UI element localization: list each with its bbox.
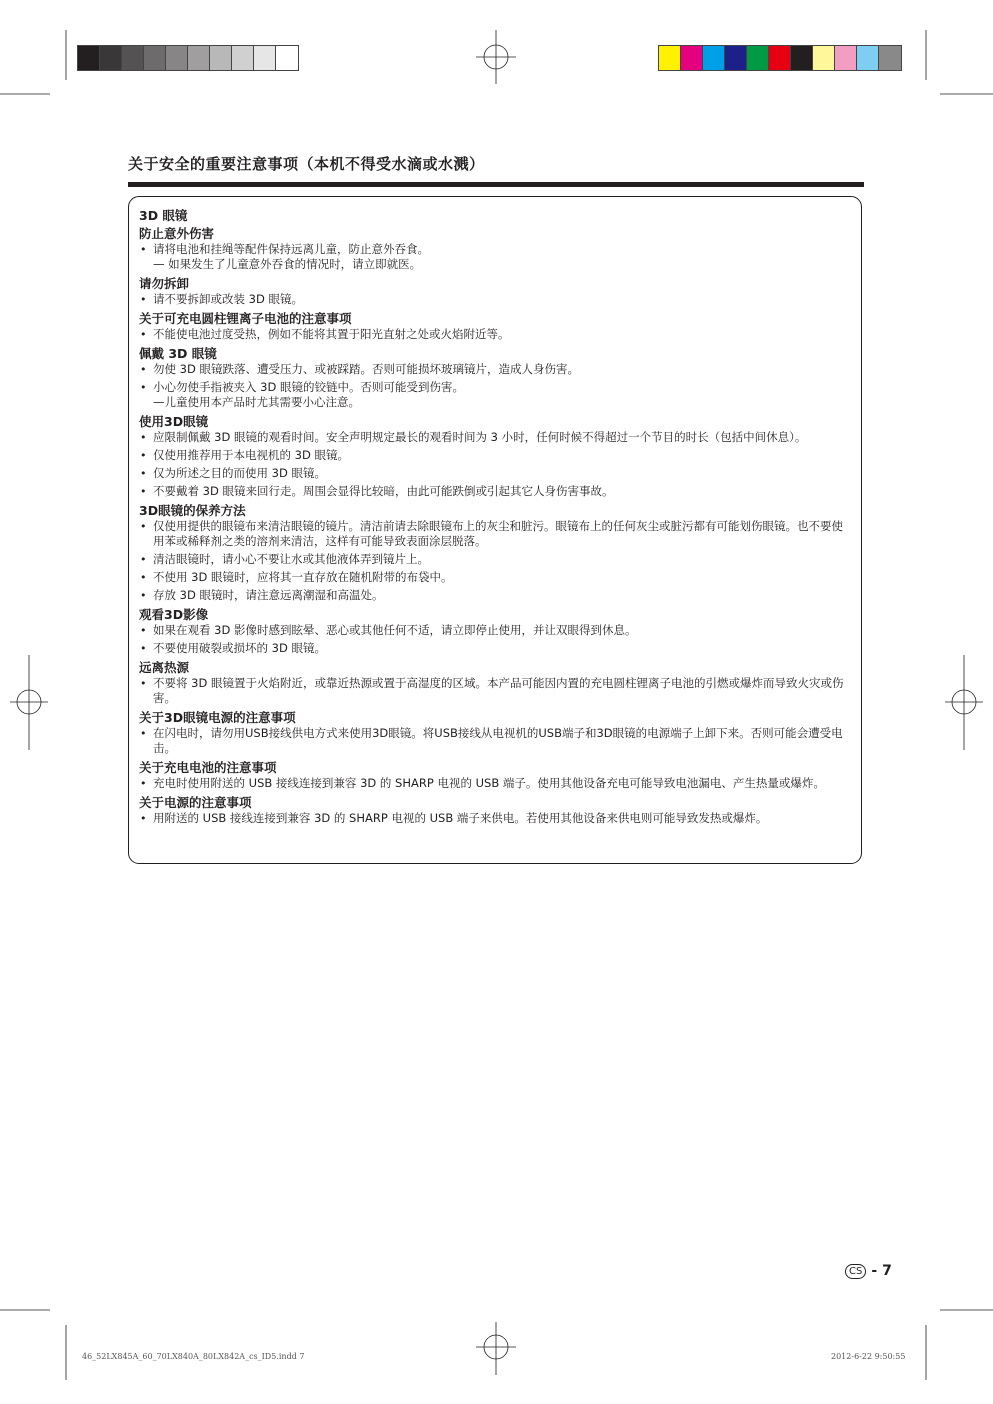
section-title: 使用3D眼镜 [139, 414, 209, 429]
footer-filename: 46_52LX845A_60_70LX840A_80LX842A_cs_ID5.indd 7 [82, 1352, 305, 1361]
color-swatch [100, 46, 122, 70]
bullet-icon: • [140, 624, 147, 637]
section-title: 关于电源的注意事项 [139, 795, 252, 810]
bullet-icon: • [140, 520, 147, 533]
bullet-icon: • [140, 727, 147, 740]
section-title: 远离热源 [139, 660, 190, 675]
bullet-item [139, 552, 851, 567]
bullet-icon: • [140, 571, 147, 584]
section-title: 防止意外伤害 [139, 226, 215, 241]
bullet-text: 不能使电池过度受热，例如不能将其置于阳光直射之处或火焰附近等。 [153, 327, 510, 341]
color-swatch [703, 46, 725, 70]
page-separator: - [871, 1263, 878, 1279]
section-title: 关于充电电池的注意事项 [139, 760, 277, 775]
bullet-text: 仅为所述之目的而使用 3D 眼镜。 [153, 466, 326, 480]
color-swatch [791, 46, 813, 70]
bullet-icon: • [140, 381, 147, 394]
color-swatch [659, 46, 681, 70]
bullet-item [139, 588, 851, 603]
bullet-item [139, 811, 851, 826]
color-swatch [879, 46, 901, 70]
bullet-item [139, 676, 851, 706]
color-swatch [276, 46, 298, 70]
bullet-text: 不要将 3D 眼镜置于火焰附近，或靠近热源或置于高湿度的区域。本产品可能因内置的充电圆柱锂离子电池的引燃或爆炸而导致火灾或伤害。 [153, 676, 844, 705]
bullet-icon: • [140, 467, 147, 480]
bullet-icon: • [140, 431, 147, 444]
color-swatch [769, 46, 791, 70]
bullet-text: 充电时使用附送的 USB 接线连接到兼容 3D 的 SHARP 电视的 USB 端子。使用其他设备充电可能导致电池漏电、产生热量或爆炸。 [153, 776, 825, 790]
color-swatch [166, 46, 188, 70]
bullet-icon: • [140, 812, 147, 825]
color-swatch [835, 46, 857, 70]
bullet-item [139, 484, 851, 499]
bullet-item [139, 380, 851, 395]
color-swatch [232, 46, 254, 70]
process-color-bar [658, 45, 902, 71]
bullet-icon: • [140, 485, 147, 498]
color-swatch [747, 46, 769, 70]
color-swatch [210, 46, 232, 70]
bullet-item [139, 430, 851, 445]
bullet-icon: • [140, 328, 147, 341]
bullet-text: 仅使用推荐用于本电视机的 3D 眼镜。 [153, 448, 349, 462]
color-swatch [254, 46, 276, 70]
color-swatch [857, 46, 879, 70]
color-swatch [725, 46, 747, 70]
bullet-text: 请将电池和挂绳等配件保持远离儿童，防止意外吞食。 [153, 242, 429, 256]
bullet-item [139, 570, 851, 585]
section-title: 3D眼镜的保养方法 [139, 503, 246, 518]
bullet-text: 不要使用破裂或损坏的 3D 眼镜。 [153, 641, 326, 655]
section-title: 关于3D眼镜电源的注意事项 [139, 710, 296, 725]
bullet-text: 仅使用提供的眼镜布来清洁眼镜的镜片。清洁前请去除眼镜布上的灰尘和脏污。眼镜布上的任何灰尘或脏污都有可能划伤眼镜。也不要使用苯或稀释剂之类的溶剂来清洁，这样有可能导致表面涂层脱落。 [153, 519, 843, 548]
bullet-icon: • [140, 777, 147, 790]
bullet-text: 清洁眼镜时，请小心不要让水或其他液体弄到镜片上。 [153, 552, 429, 566]
bullet-icon: • [140, 553, 147, 566]
bullet-item [139, 327, 851, 342]
section-title: 请勿拆卸 [139, 276, 190, 291]
safety-notice-box [128, 196, 862, 864]
bullet-text: 不要戴着 3D 眼镜来回行走。周围会显得比较暗，由此可能跌倒或引起其它人身伤害事故。 [153, 484, 614, 498]
bullet-text: 如果在观看 3D 影像时感到眩晕、恶心或其他任何不适，请立即停止使用，并让双眼得到休息。 [153, 623, 637, 637]
page-title: 关于安全的重要注意事项（本机不得受水滴或水溅） [128, 153, 864, 187]
footer-timestamp: 2012-6-22 9:50:55 [831, 1352, 906, 1361]
bullet-item [139, 242, 851, 257]
language-badge: CS [845, 1264, 866, 1279]
bullet-item [139, 292, 851, 307]
page-number-value: 7 [882, 1263, 892, 1279]
bullet-item [139, 641, 851, 656]
bullet-icon: • [140, 363, 147, 376]
section-title: 3D 眼镜 [139, 208, 188, 223]
bullet-item [139, 726, 851, 756]
bullet-item [139, 362, 851, 377]
color-swatch [144, 46, 166, 70]
section-title: 佩戴 3D 眼镜 [139, 346, 217, 361]
bullet-icon: • [140, 449, 147, 462]
bullet-text: 小心勿使手指被夹入 3D 眼镜的铰链中。否则可能受到伤害。 [153, 380, 464, 394]
note-line: —儿童使用本产品时尤其需要小心注意。 [153, 395, 360, 409]
bullet-item [139, 519, 851, 549]
color-swatch [188, 46, 210, 70]
color-swatch [681, 46, 703, 70]
bullet-item [139, 466, 851, 481]
page-number [845, 1263, 892, 1279]
bullet-icon: • [140, 677, 147, 690]
section-title: 观看3D影像 [139, 607, 209, 622]
bullet-icon: • [140, 243, 147, 256]
grayscale-color-bar [77, 45, 299, 71]
bullet-text: 请不要拆卸或改装 3D 眼镜。 [153, 292, 303, 306]
note-line: — 如果发生了儿童意外吞食的情况时，请立即就医。 [153, 257, 422, 271]
bullet-text: 存放 3D 眼镜时，请注意远离潮湿和高温处。 [153, 588, 384, 602]
color-swatch [813, 46, 835, 70]
bullet-text: 在闪电时，请勿用USB接线供电方式来使用3D眼镜。将USB接线从电视机的USB端子和3D眼镜的电源端子上卸下来。否则可能会遭受电击。 [153, 726, 843, 755]
bullet-text: 应限制佩戴 3D 眼镜的观看时间。安全声明规定最长的观看时间为 3 小时，任何时候不得超过一个节目的时长（包括中间休息）。 [153, 430, 807, 444]
section-title: 关于可充电圆柱锂离子电池的注意事项 [139, 311, 352, 326]
bullet-icon: • [140, 589, 147, 602]
bullet-item [139, 623, 851, 638]
bullet-icon: • [140, 293, 147, 306]
bullet-text: 不使用 3D 眼镜时，应将其一直存放在随机附带的布袋中。 [153, 570, 453, 584]
color-swatch [78, 46, 100, 70]
bullet-item [139, 448, 851, 463]
bullet-icon: • [140, 642, 147, 655]
bullet-text: 用附送的 USB 接线连接到兼容 3D 的 SHARP 电视的 USB 端子来供电。若使用其他设备来供电则可能导致发热或爆炸。 [153, 811, 768, 825]
bullet-item [139, 776, 851, 791]
color-swatch [122, 46, 144, 70]
bullet-text: 勿使 3D 眼镜跌落、遭受压力、或被踩踏。否则可能损坏玻璃镜片，造成人身伤害。 [153, 362, 579, 376]
